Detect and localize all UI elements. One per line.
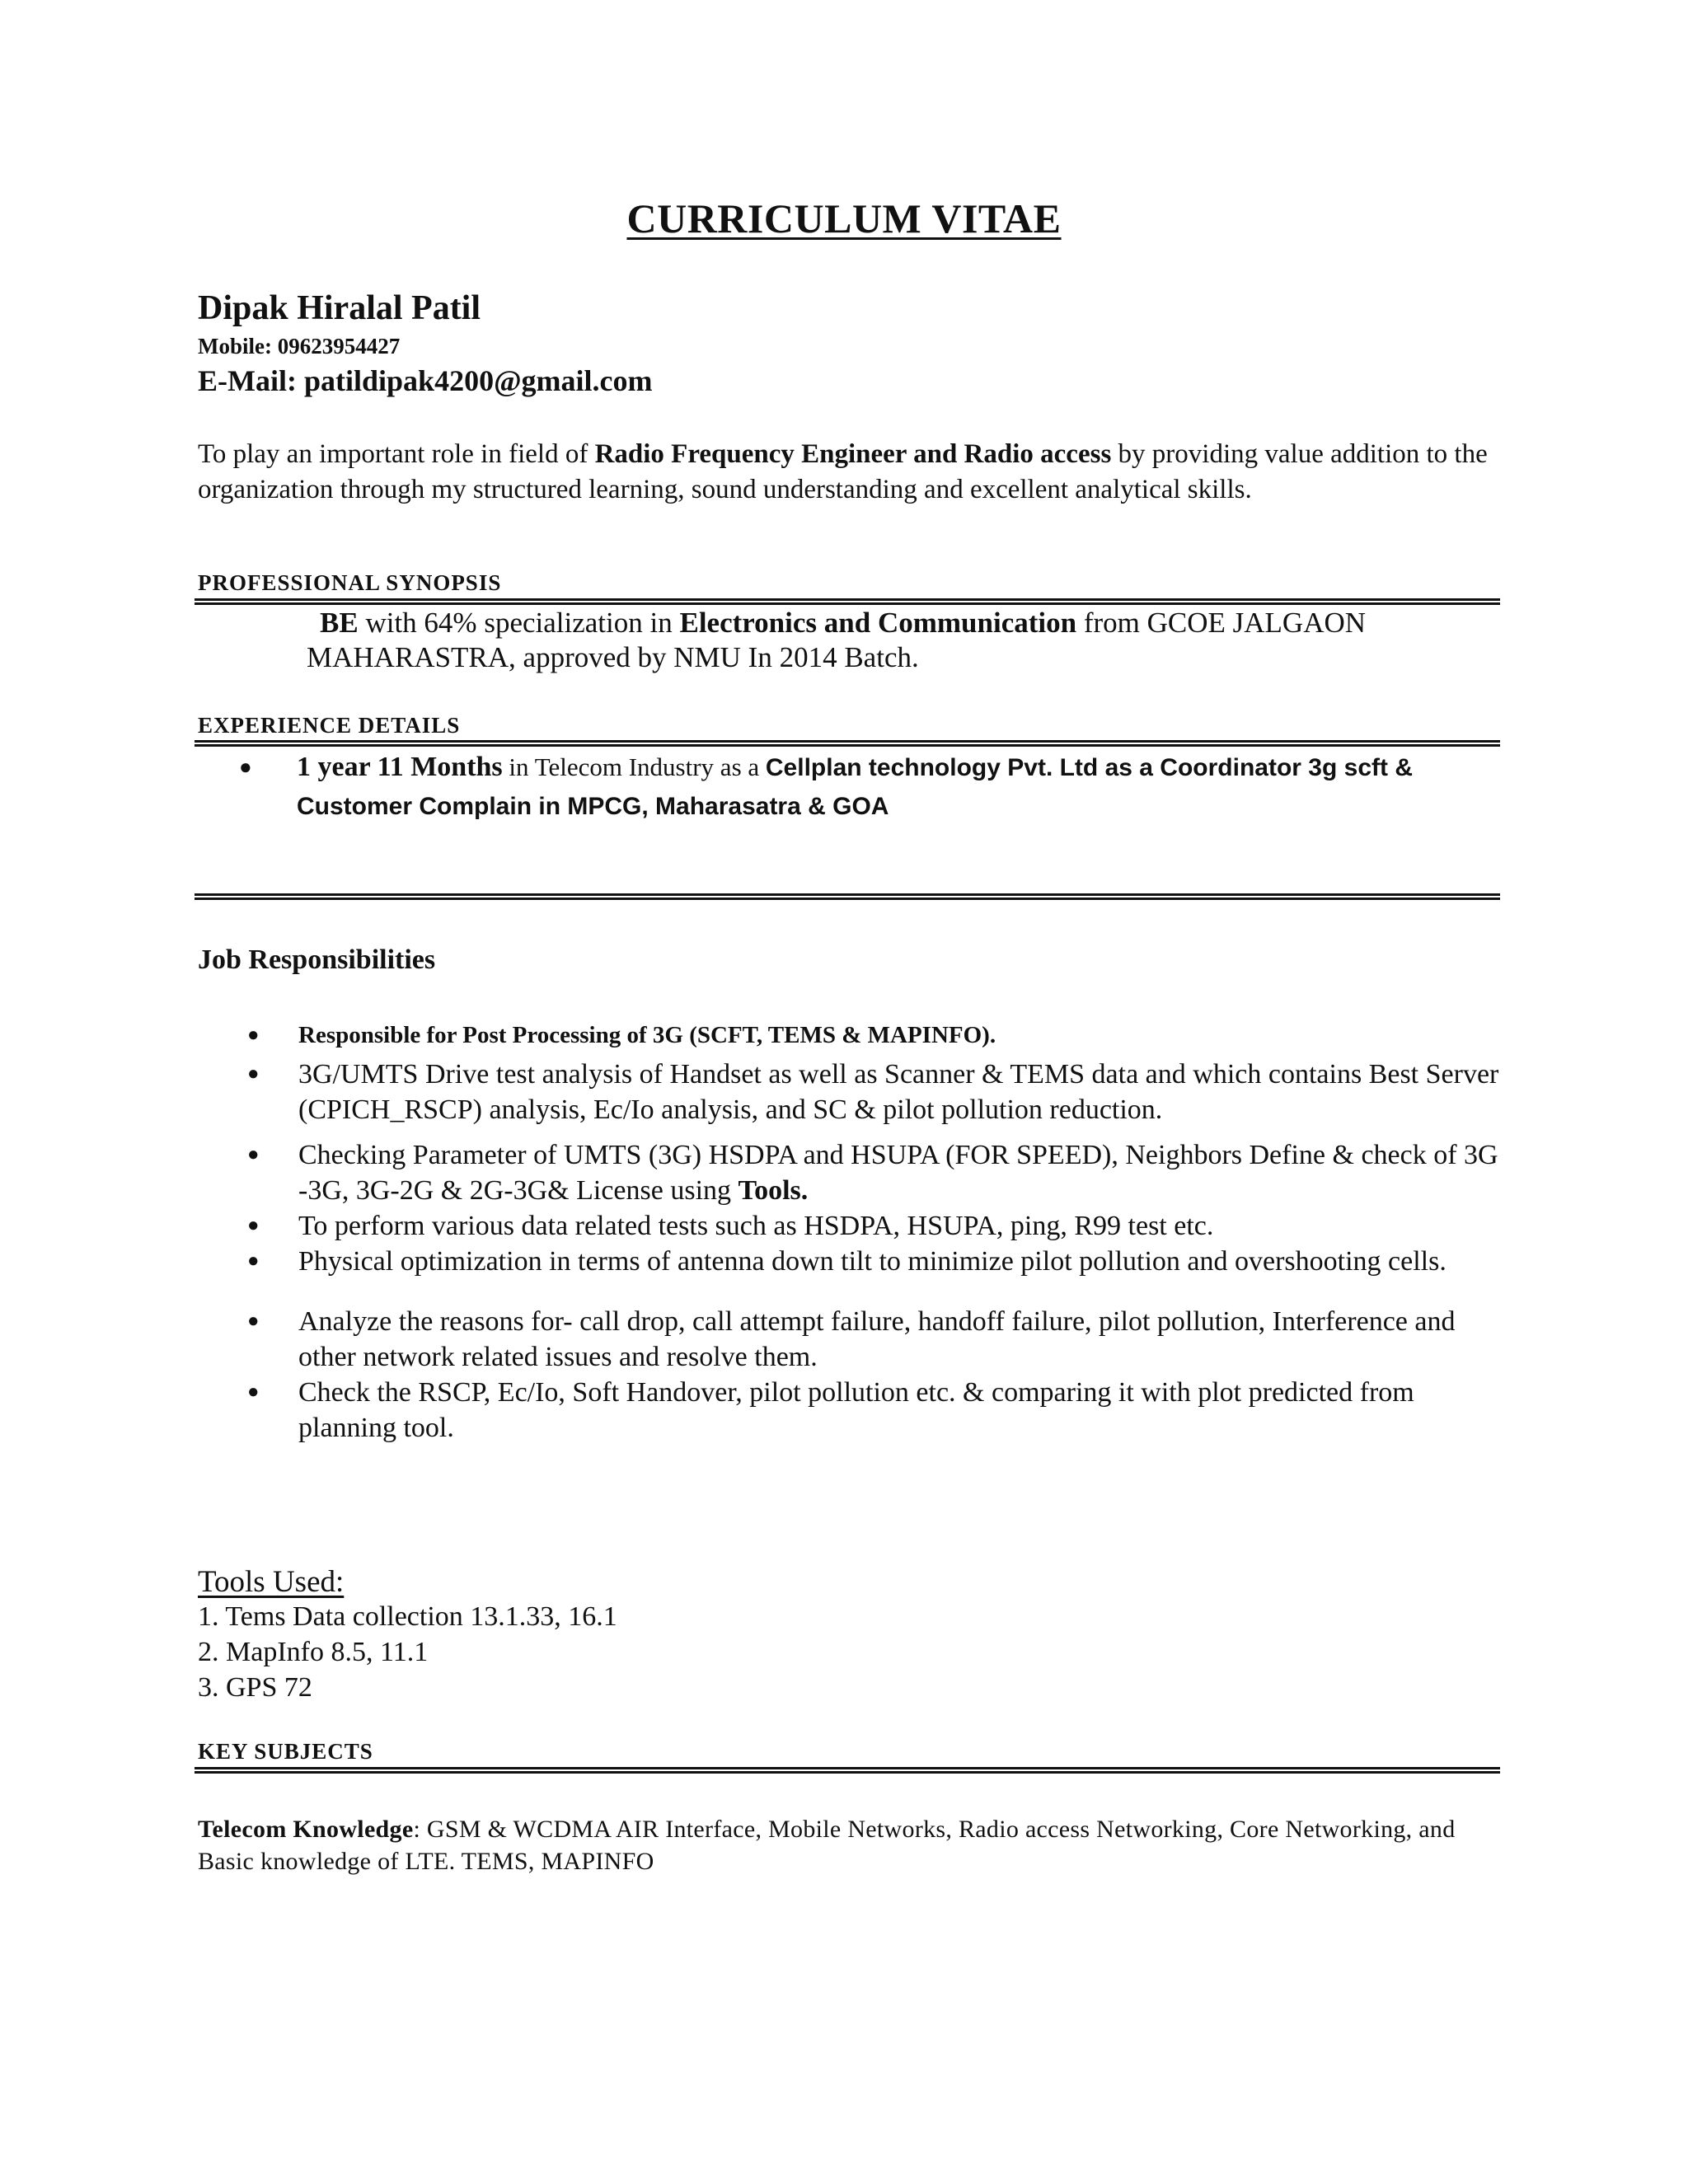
experience-heading: EXPERIENCE DETAILS: [198, 713, 461, 738]
experience-end-rule: [195, 893, 1500, 900]
synopsis-heading: PROFESSIONAL SYNOPSIS: [198, 570, 502, 595]
key-subjects-heading: KEY SUBJECTS: [198, 1739, 373, 1764]
objective-text-1: To play an important role in field of: [198, 439, 595, 469]
list-item: [247, 1375, 1500, 1446]
tool-item: 2. MapInfo 8.5, 11.1: [198, 1637, 429, 1667]
bullet-icon: ●: [247, 1381, 260, 1403]
email-address: patildipak4200@gmail.com: [303, 364, 653, 397]
list-item: [247, 1057, 1500, 1127]
list-item: [247, 1018, 1500, 1053]
tools-heading: Tools Used:: [198, 1565, 345, 1599]
objective-highlight: Radio Frequency Engineer and Radio access: [594, 439, 1112, 469]
career-objective: [198, 437, 1500, 508]
synopsis-line-2: MAHARASTRA, approved by NMU In 2014 Batch.: [307, 641, 919, 673]
bullet-icon: ●: [247, 1250, 260, 1272]
email-label: E-Mail:: [198, 364, 297, 397]
list-item: [247, 1244, 1500, 1279]
responsibility-text: 3G/UMTS Drive test analysis of Handset as well as Scanner & TEMS data and which contains Best Server (CPICH_RSCP) analysis, Ec/Io analysis, and SC & pilot pollution reduction.: [298, 1059, 1499, 1125]
experience-rule: [195, 740, 1500, 747]
mobile-label: Mobile:: [198, 334, 272, 359]
tool-item: 1. Tems Data collection 13.1.33, 16.1: [198, 1601, 617, 1632]
knowledge-text: : GSM & WCDMA AIR Interface, Mobile Networks, Radio access Networking, Core Networking, and Basic knowledge of LTE. TEMS, MAPINFO: [198, 1816, 1456, 1875]
bullet-icon: ●: [239, 755, 252, 779]
synopsis-text-1: with 64% specialization in: [358, 607, 680, 639]
email-line: [198, 363, 653, 398]
tools-list: [198, 1599, 617, 1705]
knowledge-label: Telecom Knowledge: [198, 1816, 414, 1843]
experience-company-role: Cellplan technology Pvt. Ltd as a Coordinator 3g scft & Customer Complain in MPCG, Maharasatra & GOA: [297, 754, 1413, 820]
list-item: [247, 1304, 1500, 1375]
synopsis-line-1: [307, 606, 1502, 640]
branch: Electronics and Communication: [679, 607, 1077, 639]
experience-text: [297, 748, 1500, 826]
list-item: [247, 1208, 1500, 1244]
responsibility-text: Physical optimization in terms of antenna down tilt to minimize pilot pollution and overshooting cells.: [298, 1246, 1447, 1277]
list-item: [247, 1137, 1500, 1208]
candidate-name: Dipak Hiralal Patil: [198, 289, 481, 327]
responsibility-text: Check the RSCP, Ec/Io, Soft Handover, pilot pollution etc. & comparing it with plot predicted from planning tool.: [298, 1377, 1414, 1443]
responsibility-text: Analyze the reasons for- call drop, call attempt failure, handoff failure, pilot pollution, Interference and other network related issues and resolve them.: [298, 1306, 1456, 1372]
synopsis-text-2: from GCOE JALGAON: [1076, 607, 1367, 639]
experience-duration: 1 year 11 Months: [297, 752, 503, 782]
responsibilities-list: [247, 1018, 1500, 1446]
responsibilities-heading: Job Responsibilities: [198, 944, 436, 975]
experience-text-1: in Telecom Industry as a: [502, 752, 766, 781]
tool-item: 3. GPS 72: [198, 1672, 312, 1703]
bullet-icon: ●: [247, 1024, 260, 1046]
synopsis-rule: [195, 598, 1500, 605]
mobile-line: [198, 334, 400, 359]
responsibility-text: To perform various data related tests such as HSDPA, HSUPA, ping, R99 test etc.: [298, 1211, 1214, 1241]
responsibility-text: Checking Parameter of UMTS (3G) HSDPA and HSUPA (FOR SPEED), Neighbors Define & check of 3G -3G, 3G-2G & 2G-3G& License using: [298, 1140, 1498, 1206]
bullet-icon: ●: [247, 1310, 260, 1332]
bullet-icon: ●: [247, 1063, 260, 1085]
telecom-knowledge: [198, 1813, 1508, 1877]
tools-word: Tools.: [738, 1175, 809, 1206]
mobile-number: 09623954427: [277, 334, 401, 359]
bullet-icon: ●: [247, 1215, 260, 1236]
responsibility-text: Responsible for Post Processing of 3G (SCFT, TEMS & MAPINFO).: [298, 1022, 996, 1048]
bullet-icon: ●: [247, 1144, 260, 1165]
synopsis-text: [307, 606, 1502, 675]
degree: BE: [320, 607, 359, 639]
objective-text-2: by providing value addition to the organization through my structured learning, sound understanding and excellent analytical skills.: [198, 439, 1488, 504]
key-subjects-rule: [195, 1767, 1500, 1774]
document-title: CURRICULUM VITAE: [626, 195, 1062, 241]
